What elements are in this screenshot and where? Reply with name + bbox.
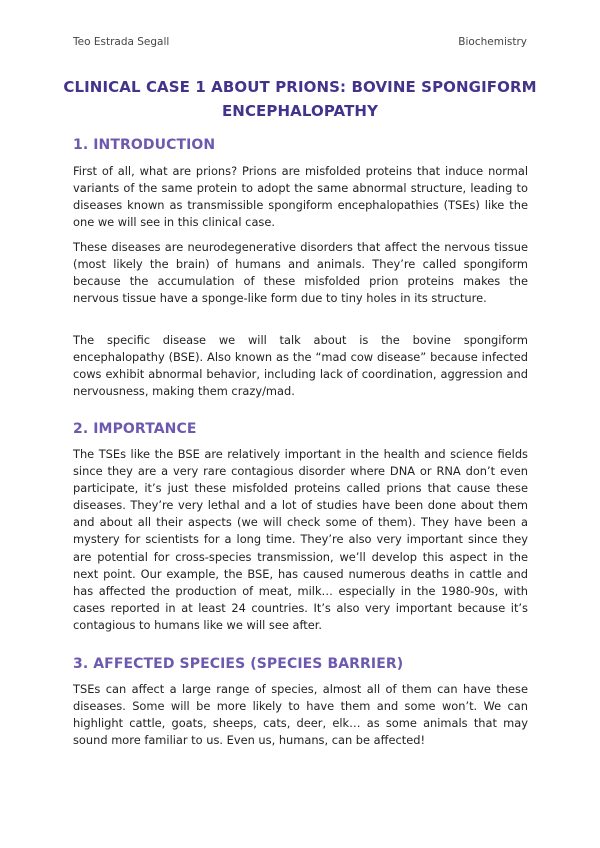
page-header — [73, 36, 527, 48]
section-heading-importance: 2. IMPORTANCE — [73, 421, 197, 437]
author-name: Teo Estrada Segall — [73, 36, 170, 48]
section-heading-introduction: 1. INTRODUCTION — [73, 137, 216, 153]
paragraph: The specific disease we will talk about is the bovine spongiform encephalopathy (BSE). Also known as the “mad cow disease” because infected cows exhibit abnormal behavior, including lack of coordination, aggression and nervousness, making them crazy/mad. — [73, 333, 528, 399]
paragraph: First of all, what are prions? Prions are misfolded proteins that induce normal variants of the same protein to adopt the same abnormal structure, leading to diseases known as transmissible spongiform encephalopathies (TSEs) like the one we will see in this clinical case. — [73, 164, 528, 230]
document-title: CLINICAL CASE 1 ABOUT PRIONS: BOVINE SPONGIFORM ENCEPHALOPATHY — [63, 78, 537, 120]
paragraph: The TSEs like the BSE are relatively important in the health and science fields since they are a very rare contagious disorder where DNA or RNA don’t even participate, it’s just these misfolded proteins called prions that cause these diseases. They’re very lethal and a lot of studies have been done about them and about all their aspects (we will check some of them). They have been a mystery for scientists for a long time. They’re also very important since they are potential for cross-species transmission, we’ll develop this aspect in the next point. Our example, the BSE, has caused numerous deaths in cattle and has affected the production of meat, milk… especially in the 1980-90s, with cases reported in at least 24 countries. It’s also very important because it’s contagious to humans like we will see after. — [73, 447, 528, 632]
subject-name: Biochemistry — [458, 36, 527, 48]
paragraph: TSEs can affect a large range of species, almost all of them can have these diseases. Some will be more likely to have them and some won’t. We can highlight cattle, goats, sheeps, cats, deer, elk… as some animals that may sound more familiar to us. Even us, humans, can be affected! — [73, 682, 528, 748]
section-heading-affected-species: 3. AFFECTED SPECIES (SPECIES BARRIER) — [73, 656, 404, 672]
paragraph: These diseases are neurodegenerative disorders that affect the nervous tissue (most likely the brain) of humans and animals. They’re called spongiform because the accumulation of these misfolded prion proteins makes the nervous tissue have a sponge-like form due to tiny holes in its structure. — [73, 240, 528, 306]
